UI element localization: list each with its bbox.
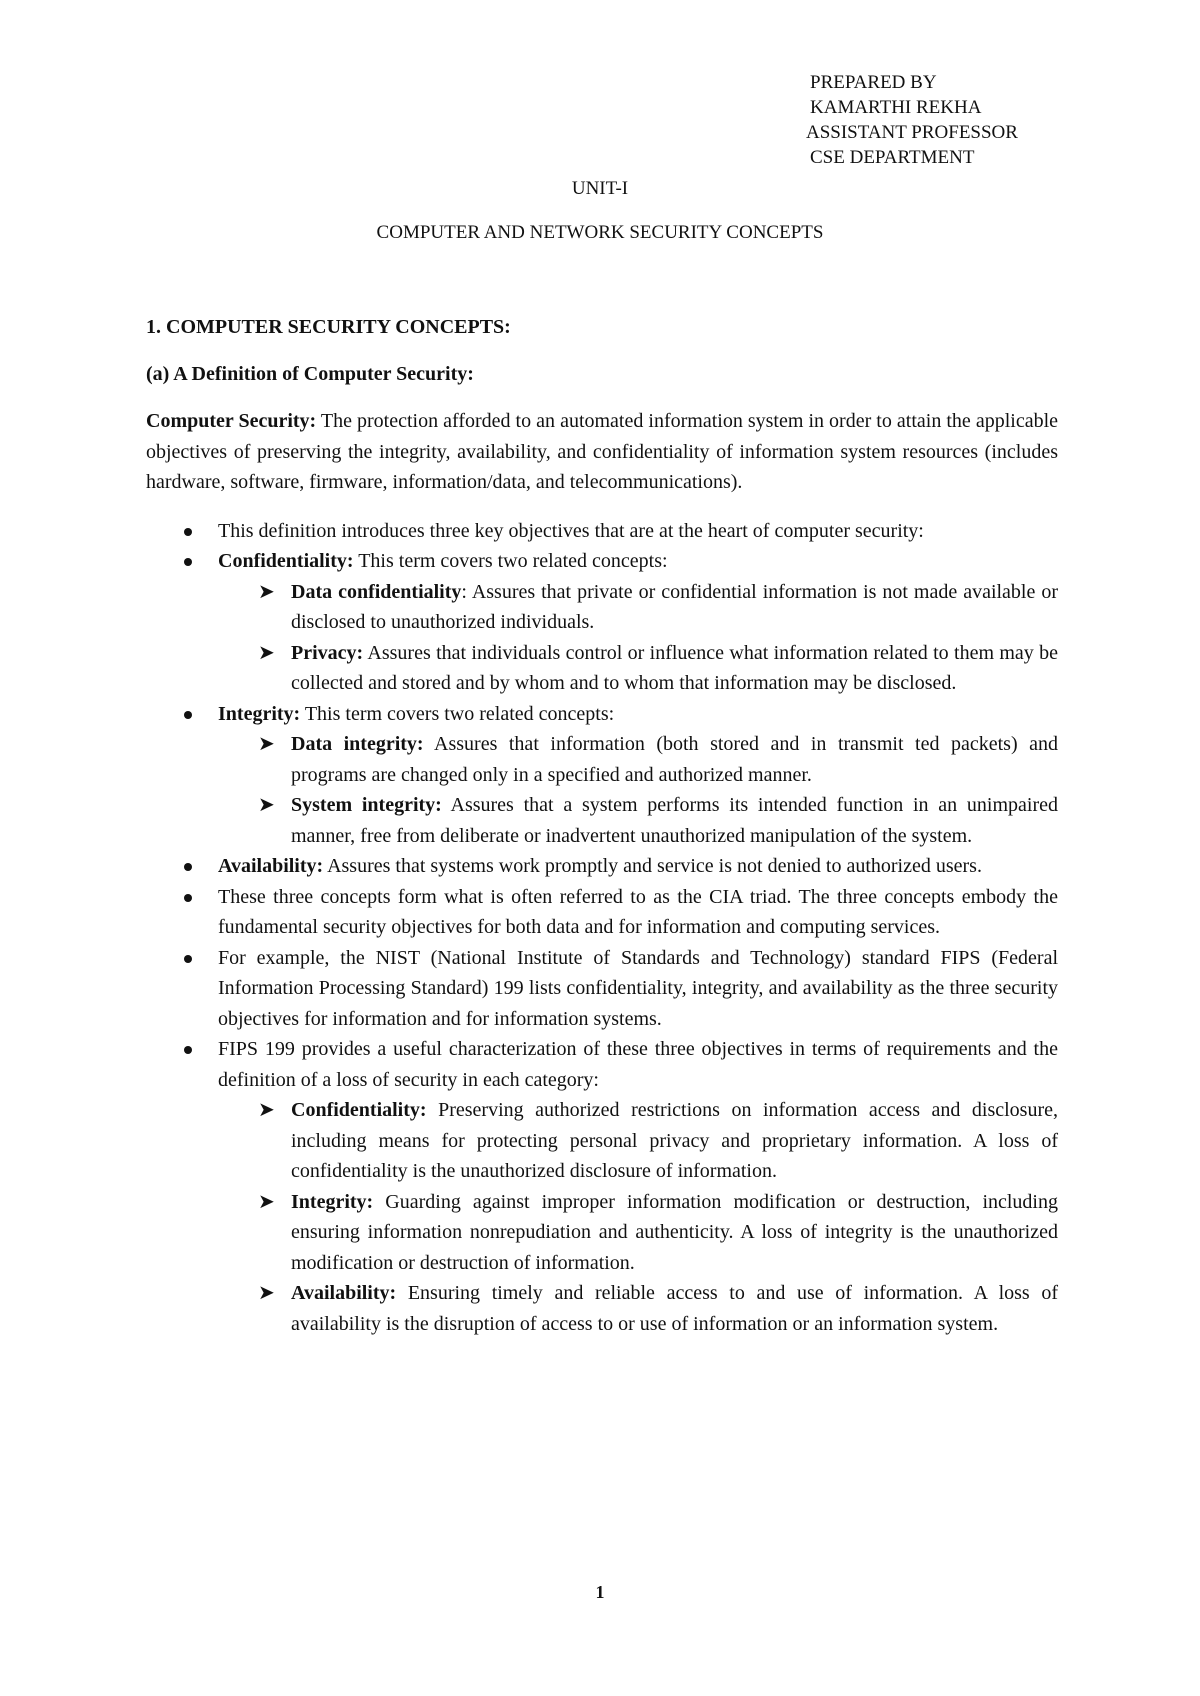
content-body	[146, 312, 1058, 1339]
section-heading: 1. COMPUTER SECURITY CONCEPTS:	[146, 316, 511, 338]
sub-item	[146, 638, 1058, 699]
sub-item-text: Guarding against improper information modification or destruction, including ensuring information nonrepudiation and authenticity. A loss of integrity is the unauthorized modification or destruction of information.	[291, 1190, 1058, 1274]
bullet-text: For example, the NIST (National Institute of Standards and Technology) standard FIPS (Federal Information Processing Standard) 199 lists confidentiality, integrity, and availability as the three security objectives for information and for information systems.	[218, 946, 1058, 1030]
prepared-by-line: PREPARED BY	[810, 72, 937, 93]
bullet-item	[146, 851, 1058, 882]
bullet-dot-icon	[184, 558, 192, 566]
definition-text: The protection afforded to an automated information system in order to attain the applicable objectives of preserving the integrity, availability, and confidentiality of information system resources (includes hardware, software, firmware, information/data, and telecommunications).	[146, 410, 1059, 493]
bullet-item	[146, 1034, 1058, 1339]
sub-item-text: : Assures that private or confidential information is not made available or disclosed to unauthorized individuals.	[291, 580, 1058, 633]
sub-item	[146, 1278, 1058, 1339]
sub-item-term: Data integrity:	[291, 733, 424, 755]
sub-item-text: Assures that individuals control or influence what information related to them may be collected and stored and by whom and to whom that information may be disclosed.	[291, 641, 1058, 694]
sub-item-text: Assures that a system performs its intended function in an unimpaired manner, free from deliberate or inadvertent unauthorized manipulation of the system.	[291, 794, 1059, 847]
sub-item	[146, 1187, 1058, 1279]
page-number: 1	[595, 1582, 605, 1602]
arrow-bullet-icon: ➤	[258, 794, 275, 816]
bullet-dot-icon	[184, 528, 192, 536]
sub-list	[218, 577, 1058, 699]
bullet-dot-icon	[184, 711, 192, 719]
sub-item-term: Integrity:	[291, 1190, 374, 1213]
sub-list	[218, 1095, 1058, 1339]
sub-item-term: System integrity:	[291, 794, 442, 816]
prepared-by-block	[806, 70, 1018, 170]
arrow-bullet-icon: ➤	[258, 580, 275, 603]
bullet-text: This definition introduces three key objectives that are at the heart of computer security:	[218, 519, 924, 542]
sub-item	[146, 790, 1058, 851]
arrow-bullet-icon: ➤	[258, 1190, 275, 1213]
arrow-bullet-icon: ➤	[258, 1099, 275, 1121]
author-position: ASSISTANT PROFESSOR	[806, 122, 1018, 143]
bullet-list	[146, 516, 1058, 1340]
bullet-term: Integrity:	[218, 702, 301, 725]
bullet-text: This term covers two related concepts:	[300, 702, 615, 725]
bullet-dot-icon	[184, 955, 192, 963]
sub-item-text: Ensuring timely and reliable access to and use of information. A loss of availability is the disruption of access to or use of information or an information system.	[291, 1282, 1058, 1335]
arrow-bullet-icon: ➤	[258, 641, 275, 664]
bullet-item	[146, 882, 1058, 943]
bullet-dot-icon	[184, 1046, 192, 1054]
bullet-item	[146, 516, 1058, 547]
bullet-item	[146, 699, 1058, 852]
bullet-dot-icon	[184, 863, 192, 871]
bullet-term: Confidentiality:	[218, 550, 354, 572]
author-department: CSE DEPARTMENT	[810, 147, 975, 168]
sub-item-text: Assures that information (both stored and in transmit ted packets) and programs are changed only in a specified and authorized manner.	[291, 733, 1059, 786]
bullet-dot-icon	[184, 894, 192, 902]
bullet-text: FIPS 199 provides a useful characterization of these three objectives in terms of requirements and the definition of a loss of security in each category:	[218, 1038, 1058, 1091]
unit-label: UNIT-I	[571, 178, 629, 199]
bullet-item	[146, 943, 1058, 1035]
sub-item-term: Privacy:	[291, 641, 364, 664]
sub-item-term: Availability:	[291, 1282, 397, 1304]
bullet-term: Availability:	[218, 855, 324, 877]
sub-item	[146, 577, 1058, 638]
definition-paragraph	[146, 406, 1058, 498]
sub-list	[218, 729, 1058, 851]
bullet-text: These three concepts form what is often referred to as the CIA triad. The three concepts embody the fundamental security objectives for both data and for information and computing services.	[218, 885, 1058, 938]
document-title: COMPUTER AND NETWORK SECURITY CONCEPTS	[376, 222, 824, 243]
bullet-text: Assures that systems work promptly and service is not denied to authorized users.	[323, 855, 982, 877]
sub-item	[146, 1095, 1058, 1187]
arrow-bullet-icon: ➤	[258, 1282, 275, 1304]
bullet-text: This term covers two related concepts:	[353, 550, 668, 572]
bullet-item	[146, 546, 1058, 699]
arrow-bullet-icon: ➤	[258, 733, 275, 755]
sub-item-term: Confidentiality:	[291, 1099, 427, 1121]
definition-term: Computer Security:	[146, 410, 317, 432]
subsection-heading: (a) A Definition of Computer Security:	[146, 363, 474, 385]
author-name: KAMARTHI REKHA	[810, 97, 982, 118]
sub-item	[146, 729, 1058, 790]
sub-item-term: Data confidentiality	[291, 580, 462, 603]
sub-item-text: Preserving authorized restrictions on information access and disclosure, including means for protecting personal privacy and proprietary information. A loss of confidentiality is the unauthorized disclosure of information.	[291, 1099, 1058, 1182]
